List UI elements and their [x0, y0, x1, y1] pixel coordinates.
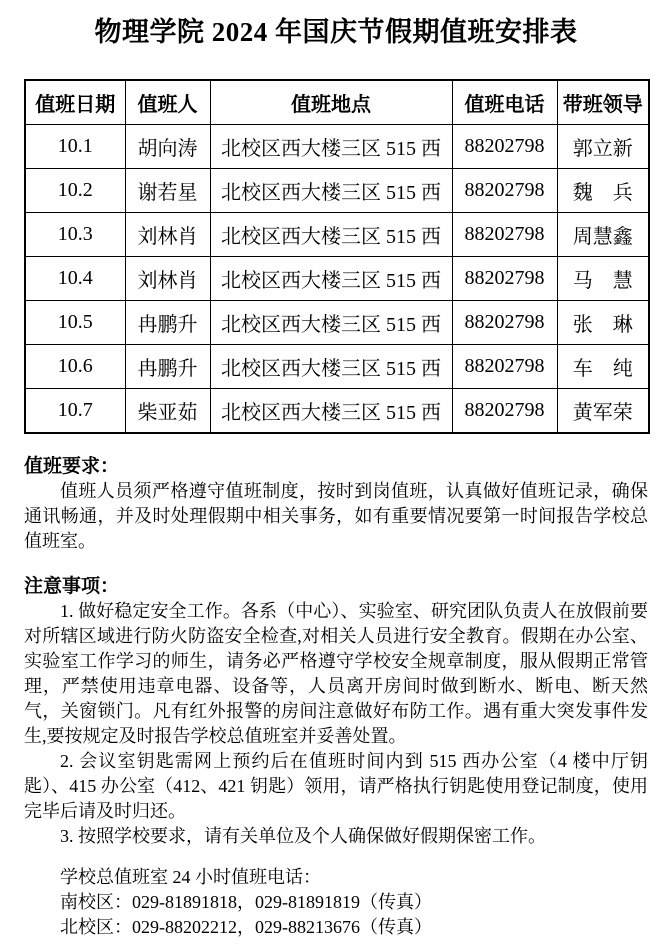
hotline-north-campus: 北校区：029-88202212，029-88213676（传真） [60, 917, 432, 937]
duty-phone-cell: 88202798 [452, 345, 557, 389]
duty-place-cell: 北校区西大楼三区 515 西 [210, 169, 452, 213]
column-header-duty-place: 值班地点 [210, 80, 452, 125]
table-row [25, 389, 649, 434]
duty-place-cell: 北校区西大楼三区 515 西 [210, 213, 452, 257]
duty-date-cell: 10.6 [25, 345, 125, 389]
duty-date-cell: 10.1 [25, 125, 125, 169]
table-row [25, 301, 649, 345]
column-header-duty-leader: 带班领导 [557, 80, 649, 125]
duty-phone-cell: 88202798 [452, 257, 557, 301]
duty-place-cell: 北校区西大楼三区 515 西 [210, 125, 452, 169]
duty-person-cell: 胡向涛 [125, 125, 210, 169]
duty-date-cell: 10.5 [25, 301, 125, 345]
duty-phone-cell: 88202798 [452, 125, 557, 169]
duty-date-cell: 10.2 [25, 169, 125, 213]
note-item-1: 1. 做好稳定安全工作。各系（中心）、实验室、研究团队负责人在放假前要对所辖区域进行防火防盗安全检查,对相关人员进行安全教育。假期在办公室、实验室工作学习的师生，请务必严格遵守学校安全规章制度，服从假期正常管理，严禁使用违章电器、设备等，人员离开房间时做到断水、断电、断天然气，关窗锁门。凡有红外报警的房间注意做好布防工作。遇有重大突发事件发生,要按规定及时报告学校总值班室并妥善处置。 [24, 601, 648, 746]
note-item-3: 3. 按照学校要求，请有关单位及个人确保做好假期保密工作。 [60, 826, 546, 846]
duty-leader-cell: 车 纯 [557, 345, 649, 389]
table-row [25, 257, 649, 301]
duty-schedule-table [24, 79, 650, 434]
duty-leader-cell: 马 慧 [557, 257, 649, 301]
notes-heading: 注意事项： [24, 576, 120, 597]
table-row [25, 213, 649, 257]
duty-place-cell: 北校区西大楼三区 515 西 [210, 257, 452, 301]
duty-person-cell: 刘林肖 [125, 257, 210, 301]
hotline-south-campus: 南校区：029-81891818，029-81891819（传真） [60, 892, 432, 912]
column-header-duty-phone: 值班电话 [452, 80, 557, 125]
duty-person-cell: 冉鹏升 [125, 345, 210, 389]
table-row [25, 169, 649, 213]
column-header-duty-date: 值班日期 [25, 80, 125, 125]
duty-person-cell: 刘林肖 [125, 213, 210, 257]
duty-date-cell: 10.7 [25, 389, 125, 434]
duty-phone-cell: 88202798 [452, 169, 557, 213]
duty-requirements-heading: 值班要求： [24, 456, 120, 477]
note-item-2: 2. 会议室钥匙需网上预约后在值班时间内到 515 西办公室（4 楼中厅钥匙）、415 办公室（412、421 钥匙）领用，请严格执行钥匙使用登记制度，使用完毕后请及时归还。 [24, 751, 648, 821]
hotline-heading: 学校总值班室 24 小时值班电话： [60, 867, 321, 887]
duty-person-cell: 谢若星 [125, 169, 210, 213]
table-row [25, 125, 649, 169]
duty-requirements-text: 值班人员须严格遵守值班制度，按时到岗值班，认真做好值班记录，确保通讯畅通，并及时处理假期中相关事务，如有重要情况要第一时间报告学校总值班室。 [24, 481, 648, 551]
hotline-section [24, 865, 648, 940]
duty-phone-cell: 88202798 [452, 389, 557, 434]
duty-leader-cell: 周慧鑫 [557, 213, 649, 257]
table-header-row [25, 80, 649, 125]
duty-phone-cell: 88202798 [452, 301, 557, 345]
duty-place-cell: 北校区西大楼三区 515 西 [210, 301, 452, 345]
duty-date-cell: 10.3 [25, 213, 125, 257]
duty-place-cell: 北校区西大楼三区 515 西 [210, 345, 452, 389]
duty-date-cell: 10.4 [25, 257, 125, 301]
table-row [25, 345, 649, 389]
duty-leader-cell: 郭立新 [557, 125, 649, 169]
duty-person-cell: 柴亚茹 [125, 389, 210, 434]
duty-leader-cell: 黄军荣 [557, 389, 649, 434]
page-title: 物理学院 2024 年国庆节假期值班安排表 [94, 17, 578, 47]
duty-phone-cell: 88202798 [452, 213, 557, 257]
duty-leader-cell: 张 琳 [557, 301, 649, 345]
duty-person-cell: 冉鹏升 [125, 301, 210, 345]
duty-place-cell: 北校区西大楼三区 515 西 [210, 389, 452, 434]
column-header-duty-person: 值班人 [125, 80, 210, 125]
duty-leader-cell: 魏 兵 [557, 169, 649, 213]
